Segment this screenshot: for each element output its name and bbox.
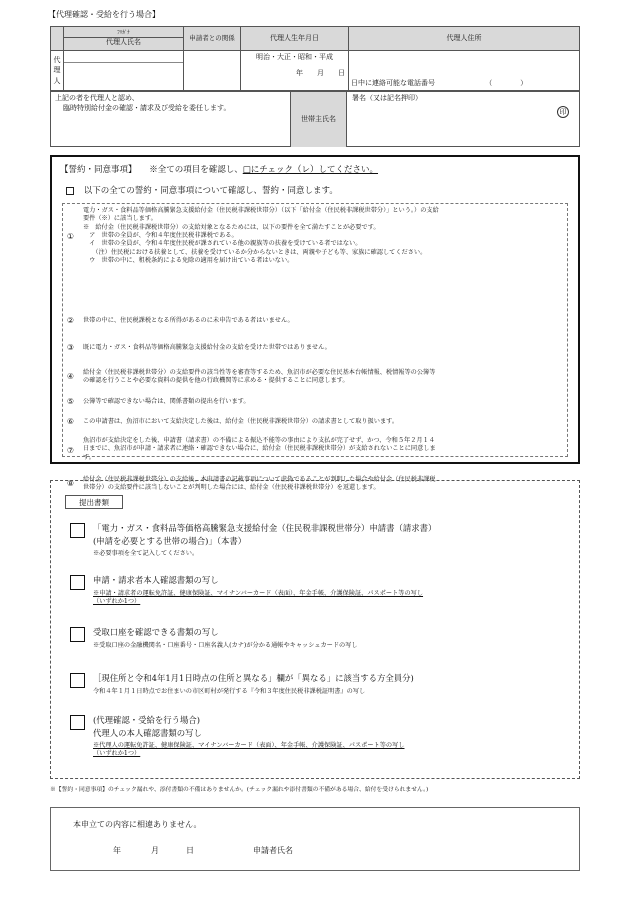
document-note: 令和４年１月１日時点でお住まいの市区町村が発行する『令和３年度住民税非課税証明書』の写し xyxy=(93,687,366,695)
pledge-item-line: 要件（※）に該当します。 xyxy=(83,215,157,223)
pledge-item-line: この申請書は、魚沼市において支給決定した後は、給付金（住民税非課税世帯分）の請求書として取り扱います。 xyxy=(83,418,399,425)
address-header: 代理人住所 xyxy=(349,27,580,51)
document-note-cont: （いずれか1つ） xyxy=(93,750,141,758)
seal-mark: 印 xyxy=(557,106,569,118)
era-options: 明治・大正・昭和・平成 xyxy=(256,53,333,61)
agree-all-checkbox[interactable] xyxy=(66,187,74,195)
address-field[interactable] xyxy=(349,51,580,91)
delegation-box xyxy=(50,91,580,147)
pledge-item-line: の確認を行うことや必要な資料の提供を他の行政機関等に求める・提供することに同意します。 xyxy=(83,377,349,385)
signature-label: 署名（又は記名押印） xyxy=(352,94,422,102)
document-item xyxy=(93,626,573,650)
pledge-item-line: 世帯分）の支給要件に該当しないことが判明した場合には、給付金（住民税非課税世帯分）を返還します。 xyxy=(83,484,380,492)
pledge-item-line: 世帯の中に、住民税課税となる所得があるのに未申告である者はいません。 xyxy=(83,317,294,324)
householder-label: 世帯主氏名 xyxy=(290,92,347,147)
pledge-instruction-check: □にチェック（レ）してください。 xyxy=(242,165,379,175)
pledge-title: 【誓約・同意事項】 xyxy=(60,165,137,175)
pledge-item-line: イ 世帯の全員が、令和４年度住民税が課されている他の親族等の扶養を受けている者ではない。 xyxy=(83,240,362,248)
pledge-item-line: 公簿等で確認できない場合は、関係書類の提出を行います。 xyxy=(83,398,250,405)
proxy-name-header: 代理人氏名 xyxy=(106,37,141,46)
pledge-item-number: ③ xyxy=(66,343,75,352)
pledge-item-text xyxy=(83,317,567,325)
birth-field[interactable] xyxy=(241,51,349,91)
pledge-item-line: 電力・ガス・食料品等価格高騰緊急支援給付金（住民税非課税世帯分）（以下「給付金（住民税非課税世帯分）」という。）の支給 xyxy=(83,207,439,214)
pledge-item-number: ⑦ xyxy=(66,446,75,455)
document-main: 受取口座を確認できる書類の写し xyxy=(93,627,219,637)
documents-box xyxy=(50,480,580,779)
pledge-item-line: ウ 世帯の中に、租税条約による免除の適用を届け出ている者はいない。 xyxy=(83,257,294,265)
phone-label: 日中に連絡可能な電話番号 xyxy=(351,78,435,87)
pledge-list xyxy=(62,203,568,492)
pledge-title-line xyxy=(60,165,378,176)
pledge-item-number: ④ xyxy=(66,372,75,381)
relation-field[interactable] xyxy=(184,51,241,91)
agree-all-row[interactable] xyxy=(66,186,338,197)
document-checkbox[interactable] xyxy=(70,715,85,730)
declaration-year: 年 xyxy=(113,846,121,855)
proxy-side-header xyxy=(51,27,64,51)
document-item xyxy=(93,714,573,758)
pledge-item-line: ※ 給付金（住民税非課税世帯分）の支給対象となるためには、以下の要件を全て満たすことが必要です。 xyxy=(83,223,380,231)
document-item xyxy=(93,574,573,606)
pledge-item-text xyxy=(83,398,567,406)
proxy-name-header-cell xyxy=(64,27,184,51)
pledge-item-line: ア 世帯の全員が、令和４年度住民税非課税である。 xyxy=(83,232,238,240)
pledge-item-text xyxy=(83,437,567,462)
birth-header: 代理人生年月日 xyxy=(241,27,349,51)
documents-title: 提出書類 xyxy=(65,495,123,509)
birth-ymd: 年 月 日 xyxy=(296,69,345,78)
pledge-item-number: ⑧ xyxy=(66,479,75,488)
declaration-box xyxy=(50,807,580,871)
applicant-name-label: 申請者氏名 xyxy=(253,846,293,855)
document-note: ※申請・請求者の運転免許証、健康保険証、マイナンバーカード（表面）、年金手帳、介護保険証、パスポート等の写し xyxy=(93,589,424,597)
document-item xyxy=(93,672,573,696)
pledge-item-number: ② xyxy=(66,316,75,325)
document-main: ［現住所と令和4年1月1日時点の住所と異なる」欄が「異なる」に該当する方全員分) xyxy=(93,673,414,683)
proxy-heading: 【代理確認・受給を行う場合】 xyxy=(48,10,160,19)
document-main-cont: 代理人の本人確認書類の写し xyxy=(93,727,202,738)
declaration-month: 月 xyxy=(151,846,159,855)
document-checkbox[interactable] xyxy=(70,627,85,642)
document-note-cont: （いずれか1つ） xyxy=(93,597,141,605)
furigana-label: ﾌﾘｶﾞﾅ xyxy=(64,30,183,38)
delegation-text-1: 上記の者を代理人と認め、 xyxy=(55,94,139,102)
document-note: ※受取口座の金融機関名・口座番号・口座名義人(カナ)が分かる通帳やキャッシュカードの写し xyxy=(93,641,358,649)
proxy-side-label: 代 理 人 xyxy=(51,51,64,91)
document-checkbox[interactable] xyxy=(70,673,85,688)
document-note: ※代理人の運転免許証、健康保険証、マイナンバーカード（表面）、年金手帳、介護保険証、パスポート等の写し xyxy=(93,742,405,750)
pledge-box xyxy=(50,155,580,492)
proxy-name-field[interactable] xyxy=(64,51,184,91)
pledge-item-line: 給付金（住民税非課税世帯分）の支給要件の該当性等を審査等するため、魚沼市が必要な住民基本台帳情報、税情報等の公簿等 xyxy=(83,369,436,376)
document-main: 「電力・ガス・食料品等価格高騰緊急支援給付金（住民税非課税世帯分）申請書（請求書） xyxy=(93,523,437,533)
document-main-cont: (申請を必要とする世帯の場合)」（本書） xyxy=(93,535,247,546)
declaration-day: 日 xyxy=(186,846,194,855)
pledge-item-text xyxy=(83,418,567,426)
declaration-text: 本申立ての内容に相違ありません。 xyxy=(73,820,202,829)
relation-header: 申請者との関係 xyxy=(184,27,241,51)
agree-all-label: 以下の全ての誓約・同意事項について確認し、誓約・同意します。 xyxy=(83,186,338,196)
pledge-instruction: ※全ての項目を確認し、 xyxy=(149,165,243,175)
pledge-item-number: ⑥ xyxy=(66,417,75,426)
pledge-item-line: 魚沼市が支給決定をした後、申請書（請求書）の不備による振込不能等の事由により支払が完了せず、かつ、令和５年２月１４ xyxy=(83,437,435,444)
pledge-item-number: ⑤ xyxy=(66,397,75,406)
pledge-item-line: （注）住民税における扶養として、扶養を受けているか分からないときは、両親や子ども等、家族に確認してください。 xyxy=(83,248,427,256)
pledge-item-text xyxy=(83,369,567,386)
document-main: (代理確認・受給を行う場合) xyxy=(93,715,201,725)
pledge-item-line: 既に電力・ガス・食料品等価格高騰緊急支援給付金の支給を受けた世帯ではありません。 xyxy=(83,344,331,351)
document-checkbox[interactable] xyxy=(70,523,85,538)
document-checkbox[interactable] xyxy=(70,575,85,590)
pledge-item-number: ① xyxy=(66,232,75,241)
phone-parens: （ ） xyxy=(485,78,528,87)
document-item xyxy=(93,522,573,558)
pledge-item-text xyxy=(83,344,567,352)
pledge-item-line: 給付金（住民税非課税世帯分）の支給後、本申請書の記載事項について虚偽であることが判明した場合や給付金（住民税非課税 xyxy=(83,476,436,483)
document-main: 申請・請求者本人確認書類の写し xyxy=(93,575,219,585)
pledge-item-line: す。 xyxy=(83,453,95,461)
document-note: ※必要事項を全て記入してください。 xyxy=(93,550,199,558)
proxy-table xyxy=(50,26,580,91)
footnote: ※【誓約・同意事項】のチェック漏れや、添付書類の不備はありませんか。(チェック漏れや添付書類の不備がある場合、給付を受けられません。) xyxy=(50,787,429,793)
pledge-item-text xyxy=(83,207,567,266)
delegation-text-2: 臨時特別給付金の確認・請求及び受給を委任します。 xyxy=(63,104,231,112)
pledge-item-line: 日までに、魚沼市が申請・請求者に連絡・確認できない場合に、給付金（住民税非課税世帯分）が支給されないことに同意しま xyxy=(83,445,436,453)
